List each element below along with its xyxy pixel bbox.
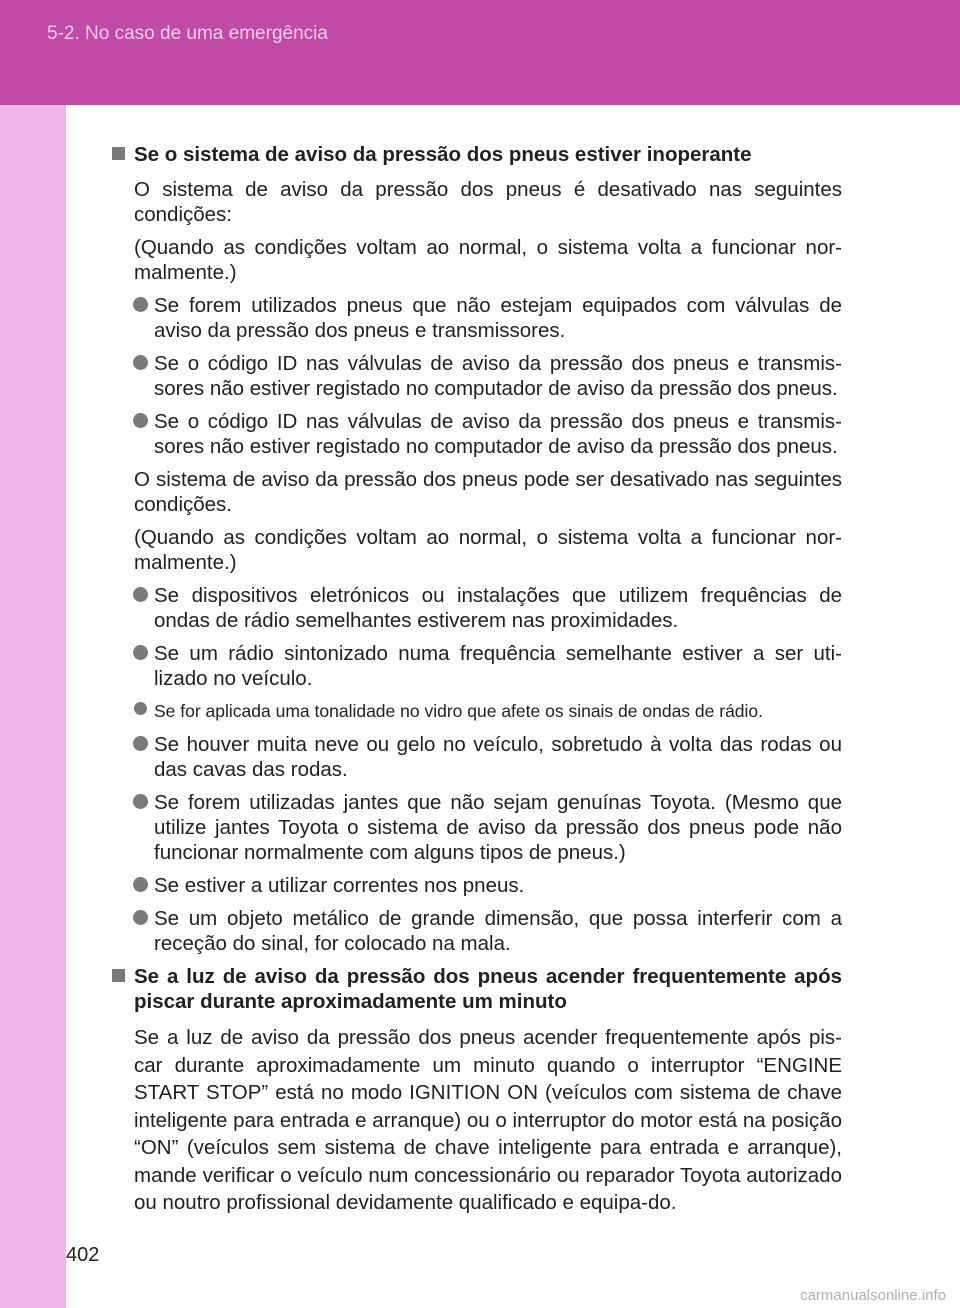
section-heading-inoperative (110, 142, 842, 167)
list-item (154, 732, 842, 782)
watermark-text[interactable]: carmanualsonline.info (800, 1287, 946, 1304)
list-item (154, 583, 842, 633)
list-item-text: Se um rádio sintonizado numa frequência semelhante estiver a ser uti-lizado no veículo. (154, 642, 842, 690)
list-item-text: Se houver muita neve ou gelo no veículo, sobretudo à volta das rodas ou das cavas das rodas. (154, 733, 842, 781)
circle-bullet-icon (133, 910, 148, 925)
heading-text: Se a luz de aviso da pressão dos pneus acender frequentemente após piscar durante aproximadamente um minuto (134, 965, 842, 1013)
section-title: 5-2. No caso de uma emergência (47, 23, 328, 44)
list-item-text: Se forem utilizadas jantes que não sejam genuínas Toyota. (Mesmo que utilize jantes Toyota o sistema de aviso da pressão dos pneus pode não funcionar normalmente com alguns tipos de pneus.) (154, 791, 842, 864)
circle-bullet-icon (134, 702, 147, 715)
side-margin-band (0, 105, 66, 1308)
circle-bullet-icon (133, 297, 148, 312)
list-item-text: Se um objeto metálico de grande dimensão, que possa interferir com a receção do sinal, for colocado na mala. (154, 907, 842, 955)
section-heading-warning-light (110, 964, 842, 1014)
circle-bullet-icon (133, 355, 148, 370)
circle-bullet-icon (133, 587, 148, 602)
list-item (154, 293, 842, 343)
page-number: 402 (66, 1244, 100, 1266)
circle-bullet-icon (133, 736, 148, 751)
list-item (154, 351, 842, 401)
page-content (110, 142, 842, 1225)
list-item-text: Se o código ID nas válvulas de aviso da pressão dos pneus e transmis-sores não estiver registado no computador de aviso da pressão dos pneus. (154, 352, 842, 400)
paragraph-note: (Quando as condições voltam ao normal, o sistema volta a funcionar nor-malmente.) (134, 236, 842, 284)
list-item (154, 409, 842, 459)
square-bullet-icon (112, 147, 125, 160)
list-item (154, 873, 842, 898)
list-item-text: Se for aplicada uma tonalidade no vidro que afete os sinais de ondas de rádio. (154, 701, 764, 721)
paragraph: O sistema de aviso da pressão dos pneus é desativado nas seguintes condições: (134, 178, 842, 226)
paragraph: Se a luz de aviso da pressão dos pneus acender frequentemente após pis-car durante aproximadamente um minuto quando o interruptor “ENGINE START STOP” está no modo IGNITION ON (veículos com sistema de chave inteligente para entrada e arranque) ou o interruptor do motor está na posição “ON” (veículos sem sistema de chave inteligente para entrada e arranque), mande verificar o veículo num concessionário ou reparador Toyota autorizado ou noutro profissional devidamente qualificado e equipa-do. (134, 1026, 842, 1214)
list-item (154, 641, 842, 691)
circle-bullet-icon (133, 413, 148, 428)
heading-text: Se o sistema de aviso da pressão dos pneus estiver inoperante (134, 143, 752, 166)
circle-bullet-icon (133, 794, 148, 809)
circle-bullet-icon (133, 645, 148, 660)
list-item (154, 906, 842, 956)
paragraph: O sistema de aviso da pressão dos pneus pode ser desativado nas seguintes condições. (134, 468, 842, 516)
circle-bullet-icon (133, 877, 148, 892)
header-bar (0, 0, 960, 105)
list-item-text: Se o código ID nas válvulas de aviso da pressão dos pneus e transmis-sores não estiver registado no computador de aviso da pressão dos pneus. (154, 410, 842, 458)
list-item-text: Se forem utilizados pneus que não estejam equipados com válvulas de aviso da pressão dos pneus e transmissores. (154, 294, 842, 342)
square-bullet-icon (112, 969, 125, 982)
paragraph-note: (Quando as condições voltam ao normal, o sistema volta a funcionar nor-malmente.) (134, 526, 842, 574)
list-item-text: Se estiver a utilizar correntes nos pneus. (154, 874, 525, 897)
list-item (154, 790, 842, 865)
list-item (154, 699, 842, 724)
list-item-text: Se dispositivos eletrónicos ou instalações que utilizem frequências de ondas de rádio semelhantes estiverem nas proximidades. (154, 584, 842, 632)
